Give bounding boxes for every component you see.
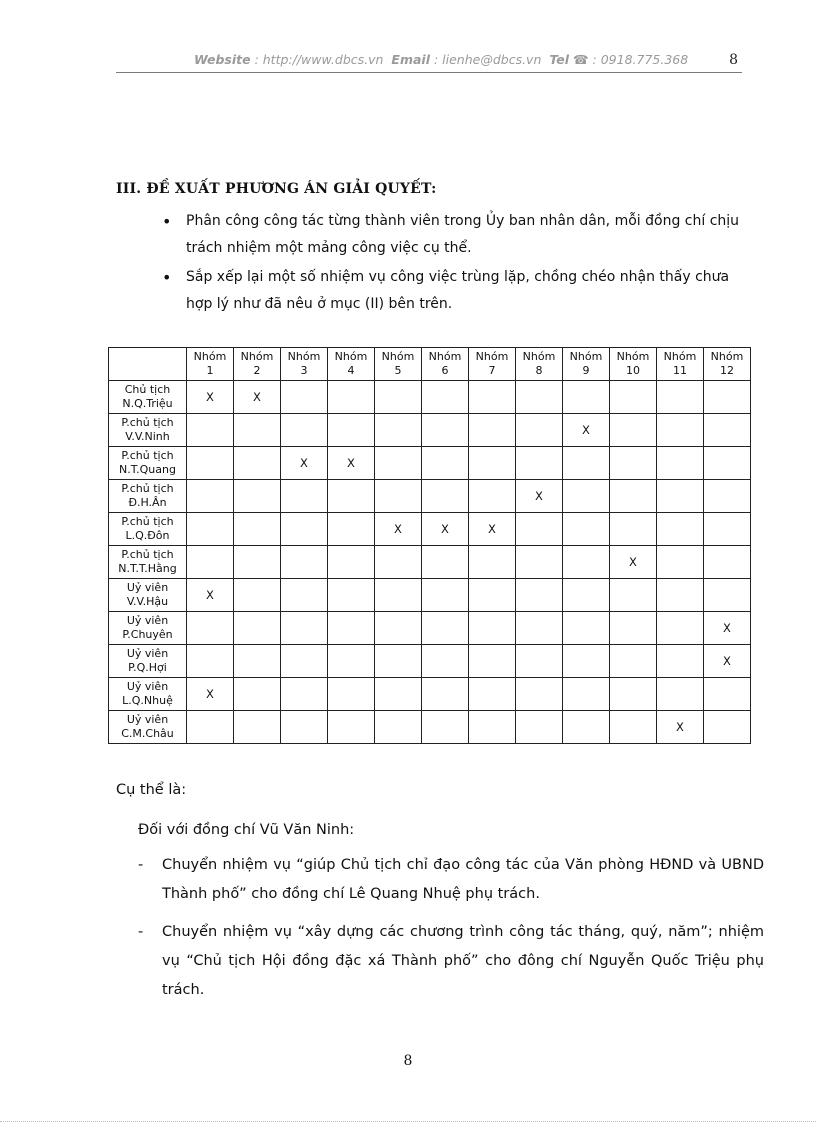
assignment-cell [328, 414, 375, 447]
assignment-cell [422, 645, 469, 678]
assignment-cell: X [375, 513, 422, 546]
assignment-cell [328, 612, 375, 645]
column-header [281, 348, 328, 381]
column-header-word: Nhóm [240, 350, 274, 363]
assignment-cell [234, 414, 281, 447]
assignment-cell [657, 513, 704, 546]
assignment-cell [187, 711, 234, 744]
column-header-word: Nhóm [616, 350, 650, 363]
column-header [328, 348, 375, 381]
assignment-cell [563, 381, 610, 414]
column-header [704, 348, 751, 381]
assignment-cell [422, 381, 469, 414]
assignment-cell [234, 513, 281, 546]
dash-item: - Chuyển nhiệm vụ “xây dựng các chương trình công tác tháng, quý, năm”; nhiệm vụ “Chủ tịch Hội đồng đặc xá Thành phố” cho đông chí Nguyễn Quốc Triệu phụ trách. [138, 918, 764, 1005]
assignment-cell [469, 579, 516, 612]
assignment-cell [469, 678, 516, 711]
assignment-cell [422, 480, 469, 513]
column-header-word: Nhóm [334, 350, 368, 363]
assignment-cell: X [657, 711, 704, 744]
dash-item: - Chuyển nhiệm vụ “giúp Chủ tịch chỉ đạo công tác của Văn phòng HĐND và UBND Thành phố” cho đồng chí Lê Quang Nhuệ phụ trách. [138, 851, 764, 909]
assignment-cell [563, 513, 610, 546]
website-value: : http://www.dbcs.vn [254, 52, 384, 67]
assignment-cell [234, 612, 281, 645]
column-header-number: 1 [206, 364, 214, 377]
row-role: Uỷ viên [126, 680, 169, 693]
table-header-row [109, 348, 751, 381]
assignment-cell [375, 678, 422, 711]
assignment-cell: X [704, 645, 751, 678]
assignment-cell [704, 513, 751, 546]
assignment-cell [563, 612, 610, 645]
assignment-cell [375, 414, 422, 447]
table-row [109, 579, 751, 612]
column-header-number: 9 [582, 364, 590, 377]
assignment-cell [516, 645, 563, 678]
row-member-name: L.Q.Nhuệ [122, 694, 173, 707]
assignment-cell [657, 447, 704, 480]
header-page-number: 8 [729, 52, 738, 68]
email-value: : lienhe@dbcs.vn [433, 52, 542, 67]
assignment-cell [704, 480, 751, 513]
assignment-cell [563, 678, 610, 711]
column-header-number: 4 [347, 364, 355, 377]
assignment-cell [422, 546, 469, 579]
assignment-cell [657, 579, 704, 612]
column-header [234, 348, 281, 381]
assignment-cell [375, 711, 422, 744]
assignment-cell: X [422, 513, 469, 546]
row-role: Uỷ viên [126, 647, 169, 660]
assignment-cell: X [610, 546, 657, 579]
header-contact [194, 52, 688, 67]
table-row [109, 645, 751, 678]
assignment-cell [610, 612, 657, 645]
assignment-cell [234, 480, 281, 513]
assignment-cell [234, 447, 281, 480]
column-header-number: 7 [488, 364, 496, 377]
assignment-cell [610, 381, 657, 414]
row-role: Uỷ viên [126, 713, 169, 726]
assignment-cell [657, 414, 704, 447]
assignment-cell: X [187, 381, 234, 414]
row-member-name: L.Q.Đôn [125, 529, 170, 542]
row-header [109, 480, 187, 513]
assignment-cell [469, 480, 516, 513]
page-header [116, 52, 742, 73]
table-corner-cell [109, 348, 187, 381]
row-member-name: N.T.T.Hằng [118, 562, 177, 575]
row-member-name: C.M.Châu [121, 727, 174, 740]
assignment-cell [187, 414, 234, 447]
assignment-cell [281, 711, 328, 744]
assignment-cell [516, 711, 563, 744]
assignment-cell [610, 480, 657, 513]
assignment-cell [328, 546, 375, 579]
tel-label: Tel [549, 52, 570, 67]
row-header [109, 645, 187, 678]
assignment-cell [375, 546, 422, 579]
assignment-cell [422, 711, 469, 744]
assignment-cell [187, 513, 234, 546]
assignment-cell [610, 579, 657, 612]
assignment-cell [281, 414, 328, 447]
assignment-cell [187, 645, 234, 678]
assignment-cell [704, 381, 751, 414]
email-label: Email [391, 52, 430, 67]
table-row [109, 612, 751, 645]
assignment-cell [563, 546, 610, 579]
assignment-cell: X [281, 447, 328, 480]
assignment-cell [657, 546, 704, 579]
assignment-cell [516, 579, 563, 612]
column-header-word: Nhóm [569, 350, 603, 363]
column-header-word: Nhóm [522, 350, 556, 363]
assignment-cell [328, 579, 375, 612]
assignment-cell [469, 645, 516, 678]
column-header-word: Nhóm [710, 350, 744, 363]
column-header-number: 6 [441, 364, 449, 377]
assignment-cell [328, 678, 375, 711]
bullet-list [160, 208, 750, 320]
assignment-cell [704, 579, 751, 612]
assignment-cell [610, 645, 657, 678]
column-header-number: 2 [253, 364, 261, 377]
row-role: P.chủ tịch [121, 416, 174, 429]
row-header [109, 579, 187, 612]
assignment-cell [657, 381, 704, 414]
assignment-cell: X [187, 579, 234, 612]
assignment-cell [281, 513, 328, 546]
column-header [610, 348, 657, 381]
subject-text: Đối với đồng chí Vũ Văn Ninh: [138, 822, 355, 838]
column-header-number: 12 [720, 364, 734, 377]
column-header [657, 348, 704, 381]
assignment-cell [422, 678, 469, 711]
assignment-cell [281, 612, 328, 645]
bullet-item: • Sắp xếp lại một số nhiệm vụ công việc trùng lặp, chồng chéo nhận thấy chưa hợp lý như đã nêu ở mục (II) bên trên. [160, 264, 750, 318]
row-member-name: Đ.H.Ân [128, 496, 167, 509]
column-header-word: Nhóm [193, 350, 227, 363]
column-header [422, 348, 469, 381]
assignment-cell [563, 447, 610, 480]
assignment-cell [281, 645, 328, 678]
assignment-cell: X [704, 612, 751, 645]
assignment-cell: X [187, 678, 234, 711]
table-row [109, 513, 751, 546]
footer-page-number: 8 [403, 1053, 413, 1069]
row-member-name: P.Chuyên [122, 628, 173, 641]
assignment-cell [469, 546, 516, 579]
assignment-cell [422, 414, 469, 447]
column-header-number: 8 [535, 364, 543, 377]
assignment-cell [657, 678, 704, 711]
website-label: Website [194, 52, 251, 67]
tel-value: ☎ : 0918.775.368 [573, 52, 689, 67]
assignment-cell [375, 381, 422, 414]
assignment-table [108, 347, 751, 744]
assignment-cell [516, 678, 563, 711]
column-header-word: Nhóm [381, 350, 415, 363]
row-header [109, 711, 187, 744]
assignment-cell [563, 711, 610, 744]
assignment-cell [516, 612, 563, 645]
table-row [109, 678, 751, 711]
column-header [469, 348, 516, 381]
lead-text: Cụ thể là: [116, 782, 187, 798]
assignment-cell [610, 678, 657, 711]
table-row [109, 480, 751, 513]
assignment-cell [187, 480, 234, 513]
row-member-name: P.Q.Hợi [128, 661, 167, 674]
assignment-cell: X [563, 414, 610, 447]
assignment-cell [422, 447, 469, 480]
row-member-name: V.V.Ninh [125, 430, 170, 443]
assignment-cell: X [328, 447, 375, 480]
row-member-name: N.T.Quang [119, 463, 176, 476]
assignment-cell [281, 480, 328, 513]
assignment-cell [469, 381, 516, 414]
row-role: P.chủ tịch [121, 449, 174, 462]
column-header-word: Nhóm [287, 350, 321, 363]
assignment-cell [234, 546, 281, 579]
assignment-cell [234, 711, 281, 744]
assignment-cell [281, 546, 328, 579]
column-header [375, 348, 422, 381]
bullet-item: • Phân công công tác từng thành viên trong Ủy ban nhân dân, mỗi đồng chí chịu trách nhiệm một mảng công việc cụ thể. [160, 208, 750, 262]
assignment-cell [469, 612, 516, 645]
assignment-cell [657, 645, 704, 678]
assignment-cell [281, 381, 328, 414]
assignment-cell [657, 480, 704, 513]
assignment-cell [375, 612, 422, 645]
assignment-cell [234, 579, 281, 612]
assignment-cell: X [469, 513, 516, 546]
column-header-word: Nhóm [428, 350, 462, 363]
column-header-number: 10 [626, 364, 640, 377]
assignment-cell [328, 513, 375, 546]
assignment-cell [375, 447, 422, 480]
row-member-name: N.Q.Triệu [122, 397, 173, 410]
table-row [109, 381, 751, 414]
assignment-cell [234, 678, 281, 711]
row-role: P.chủ tịch [121, 548, 174, 561]
assignment-cell [657, 612, 704, 645]
column-header-word: Nhóm [475, 350, 509, 363]
assignment-cell [704, 414, 751, 447]
row-member-name: V.V.Hậu [126, 595, 169, 608]
assignment-cell [516, 546, 563, 579]
column-header-word: Nhóm [663, 350, 697, 363]
assignment-cell [328, 711, 375, 744]
assignment-cell [516, 447, 563, 480]
assignment-cell [469, 447, 516, 480]
row-header [109, 414, 187, 447]
assignment-cell [610, 414, 657, 447]
column-header [516, 348, 563, 381]
assignment-cell [187, 546, 234, 579]
assignment-cell [187, 447, 234, 480]
table-row [109, 711, 751, 744]
column-header-number: 11 [673, 364, 687, 377]
assignment-cell [422, 612, 469, 645]
table-row [109, 447, 751, 480]
assignment-cell: X [234, 381, 281, 414]
assignment-cell [375, 645, 422, 678]
assignment-cell [610, 711, 657, 744]
assignment-cell [234, 645, 281, 678]
assignment-cell [610, 513, 657, 546]
assignment-cell [516, 381, 563, 414]
assignment-cell [328, 480, 375, 513]
assignment-cell [704, 711, 751, 744]
assignment-cell [516, 513, 563, 546]
row-role: Chủ tịch [124, 383, 171, 396]
assignment-cell [563, 579, 610, 612]
row-header [109, 447, 187, 480]
row-role: Uỷ viên [126, 614, 169, 627]
assignment-cell [516, 414, 563, 447]
assignment-cell [187, 612, 234, 645]
assignment-cell [281, 579, 328, 612]
table-row [109, 414, 751, 447]
assignment-cell [469, 414, 516, 447]
assignment-cell [563, 480, 610, 513]
column-header [563, 348, 610, 381]
column-header [187, 348, 234, 381]
column-header-number: 5 [394, 364, 402, 377]
row-header [109, 546, 187, 579]
row-header [109, 612, 187, 645]
assignment-cell [328, 645, 375, 678]
assignment-cell [375, 579, 422, 612]
page-edge-divider [0, 1121, 816, 1122]
row-role: Uỷ viên [126, 581, 169, 594]
assignment-cell [704, 546, 751, 579]
assignment-cell [328, 381, 375, 414]
assignment-cell [375, 480, 422, 513]
assignment-cell [610, 447, 657, 480]
row-role: P.chủ tịch [121, 515, 174, 528]
assignment-cell [281, 678, 328, 711]
row-header [109, 513, 187, 546]
assignment-cell [704, 678, 751, 711]
assignment-cell [563, 645, 610, 678]
column-header-number: 3 [300, 364, 308, 377]
assignment-cell: X [516, 480, 563, 513]
table-row [109, 546, 751, 579]
assignment-cell [704, 447, 751, 480]
assignment-cell [469, 711, 516, 744]
row-role: P.chủ tịch [121, 482, 174, 495]
section-title: III. ĐỀ XUẤT PHƯƠNG ÁN GIẢI QUYẾT: [116, 181, 437, 197]
assignment-cell [422, 579, 469, 612]
row-header [109, 381, 187, 414]
row-header [109, 678, 187, 711]
